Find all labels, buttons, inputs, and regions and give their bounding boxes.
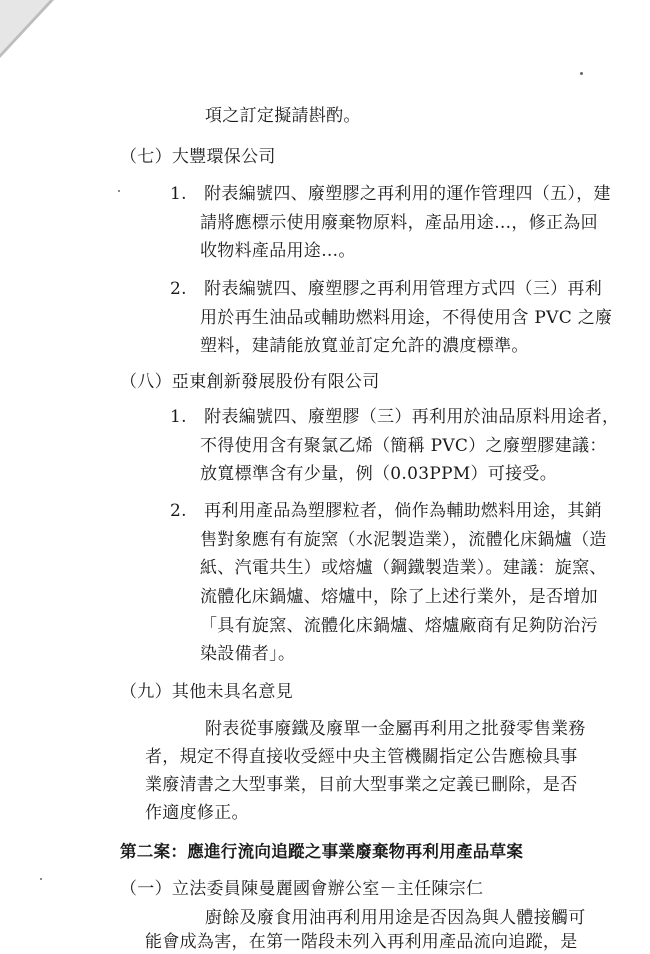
text-line: 業廢清書之大型事業，目前大型事業之定義已刪除，是否 [145,775,578,795]
text-line: 廚餘及廢食用油再利用用途是否因為與人體接觸可 [205,908,586,928]
text-line: 項之訂定擬請斟酌。 [205,106,361,126]
text-line: 作適度修正。 [145,803,249,823]
folded-page-corner-inner [0,0,50,54]
text-line: 放寬標準含有少量，例（0.03PPM）可接受。 [200,464,558,484]
list-item-line: 2. 附表編號四、廢塑膠之再利用管理方式四（三）再利 [170,279,603,299]
text-line: 流體化床鍋爐、熔爐中，除了上述行業外，是否增加 [200,587,598,607]
list-item-line: 1. 附表編號四、廢塑膠之再利用的運作管理四（五），建 [170,184,611,204]
text-line: 附表從事廢鐵及廢單一金屬再利用之批發零售業務 [205,719,586,739]
scan-speck [40,878,42,880]
text-line: 能會成為害，在第一階段未列入再利用產品流向追蹤，是 [145,932,578,952]
text-line: 收物料產品用途…。 [200,241,356,261]
text-line: 染設備者」。 [200,644,296,664]
text-line: 塑料，建請能放寬並訂定允許的濃度標準。 [200,336,529,356]
section-heading: （一）立法委員陳曼麗國會辦公室－主任陳宗仁 [120,879,484,899]
section-heading: （九）其他未具名意見 [120,682,293,702]
scan-speck [580,72,583,75]
scan-speck [118,190,120,192]
section-heading: （八）亞東創新發展股份有限公司 [120,372,380,392]
section-heading: （七）大豐環保公司 [120,147,276,167]
case-heading: 第二案：應進行流向追蹤之事業廢棄物再利用產品草案 [120,842,524,861]
list-item-line: 2. 再利用產品為塑膠粒者，倘作為輔助燃料用途，其銷 [170,501,603,521]
text-line: 「具有旋窯、流體化床鍋爐、熔爐廠商有足夠防治污 [200,616,598,636]
text-line: 用於再生油品或輔助燃料用途，不得使用含 PVC 之廢 [200,308,613,328]
list-item-line: 1. 附表編號四、廢塑膠（三）再利用於油品原料用途者， [170,407,620,427]
text-line: 售對象應有有旋窯（水泥製造業），流體化床鍋爐（造 [200,530,607,550]
text-line: 不得使用含有聚氯乙烯（簡稱 PVC）之廢塑膠建議： [200,436,607,456]
text-line: 請將應標示使用廢棄物原料，產品用途…，修正為回 [200,213,598,233]
text-line: 者，規定不得直接收受經中央主管機關指定公告應檢具事 [145,747,578,767]
text-line: 紙、汽電共生）或熔爐（鋼鐵製造業）。建議：旋窯、 [200,558,607,578]
